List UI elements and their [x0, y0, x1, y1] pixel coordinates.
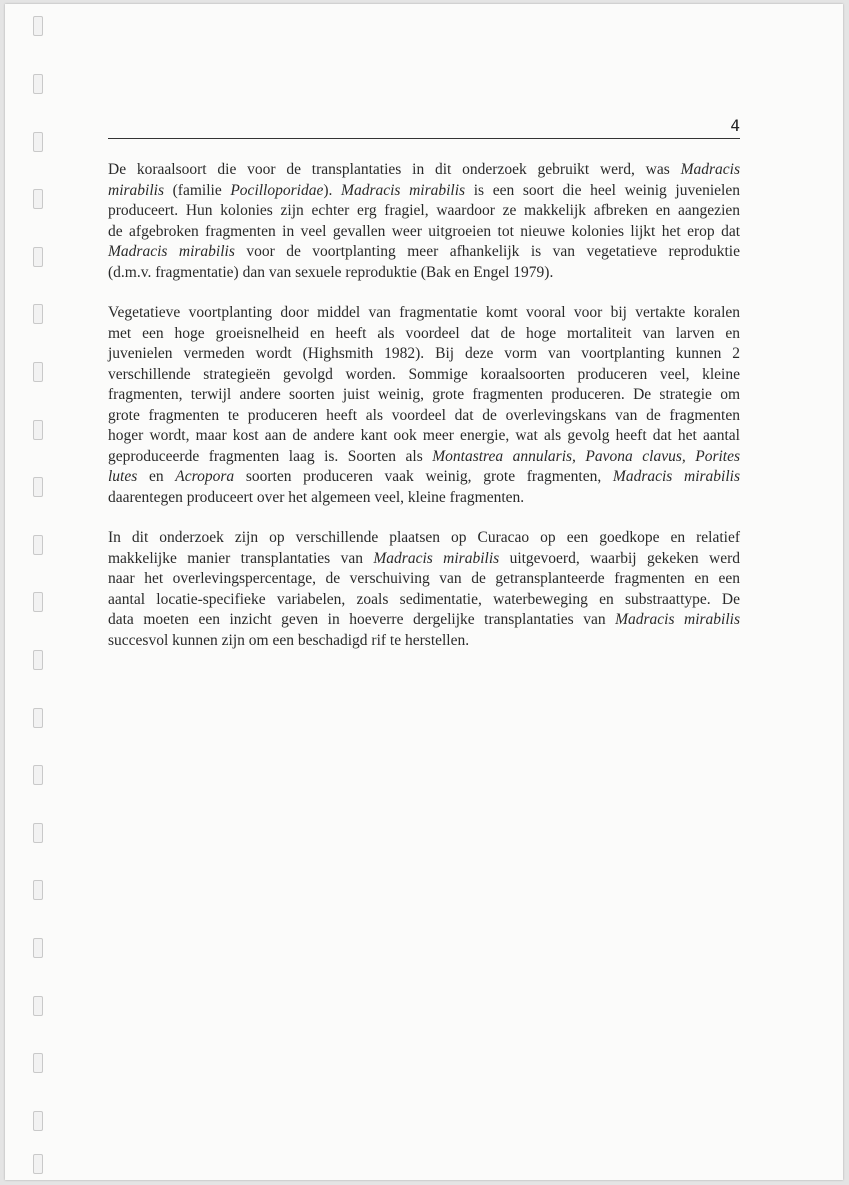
binding-hole	[33, 650, 43, 670]
text-run: Vegetatieve voortplanting door middel van fragmentatie komt vooral voor bij vertakte koralen	[108, 304, 740, 321]
text-run: makkelijke manier transplantaties van	[108, 549, 374, 567]
text-run: data moeten een inzicht geven in hoeverre dergelijke transplantaties van	[108, 611, 616, 628]
text-run: is een soort die heel weinig juvenielen	[465, 181, 740, 199]
binding-hole	[33, 1154, 43, 1174]
text-run: succesvol kunnen zijn om een beschadigd rif te herstellen.	[108, 631, 470, 649]
binding-hole	[33, 996, 43, 1016]
text-run: grote fragmenten te produceren heeft als voordeel dat de overlevingskans van de fragmenten	[108, 406, 740, 424]
body-text	[108, 160, 740, 671]
text-run: aantal locatie-specifieke variabelen, zoals sedimentatie, waterbeweging en substraattype. De	[108, 590, 740, 608]
binding-hole	[33, 765, 43, 785]
text-line	[108, 365, 740, 386]
paragraph	[108, 528, 740, 651]
binding-hole	[33, 823, 43, 843]
binding-hole	[33, 16, 43, 36]
text-run: hoger wordt, maar kost aan de andere kant ook meer energie, wat als gevolg heeft dat het aantal	[108, 427, 740, 444]
text-run: (d.m.v. fragmentatie) dan van sexuele reproduktie (Bak en Engel 1979).	[108, 263, 554, 281]
binding-hole	[33, 938, 43, 958]
binding-hole	[33, 880, 43, 900]
binding-hole	[33, 362, 43, 382]
binding-hole	[33, 477, 43, 497]
italic-text: Madracis mirabilis	[373, 549, 500, 567]
text-line	[108, 344, 740, 365]
binding-hole	[33, 247, 43, 267]
text-run: naar het overlevingspercentage, de verschuiving van de getransplanteerde fragmenten en een	[108, 570, 740, 587]
text-line	[108, 222, 740, 243]
text-run: juvenielen vermeden wordt (Highsmith 1982). Bij deze vorm van voortplanting kunnen 2	[108, 345, 740, 362]
binding-hole	[33, 535, 43, 555]
text-line	[108, 406, 740, 427]
text-line	[108, 631, 740, 652]
text-run: daarentegen produceert over het algemeen veel, kleine fragmenten.	[108, 488, 525, 506]
italic-text: mirabilis	[108, 181, 164, 199]
text-line	[108, 528, 740, 549]
italic-text: Pocilloporidae	[230, 181, 324, 199]
text-run: de afgebroken fragmenten in veel gevallen weer uitgroeien tot nieuwe kolonies lijkt het erop dat	[108, 222, 740, 240]
text-line	[108, 488, 740, 509]
binding-hole	[33, 592, 43, 612]
italic-text: Acropora	[175, 468, 235, 485]
text-line	[108, 181, 740, 202]
italic-text: Madracis mirabilis	[108, 243, 235, 260]
italic-text: lutes	[108, 468, 138, 485]
binding-hole	[33, 420, 43, 440]
text-run: soorten produceren vaak weinig, grote fragmenten,	[234, 468, 613, 485]
text-line	[108, 242, 740, 263]
text-run: geproduceerde fragmenten laag is. Soorten als	[108, 447, 433, 465]
text-line	[108, 590, 740, 611]
text-run: fragmenten, terwijl andere soorten juist weinig, grote fragmenten produceren. De strategie om	[108, 386, 740, 403]
header-rule	[108, 138, 740, 139]
italic-text: Madracis mirabilis	[612, 468, 740, 485]
paragraph	[108, 160, 740, 283]
text-line	[108, 201, 740, 222]
binding-hole	[33, 132, 43, 152]
text-line	[108, 303, 740, 324]
binding-hole	[33, 304, 43, 324]
italic-text: Montastrea annularis, Pavona clavus, Porites	[432, 447, 740, 465]
page-number: 4	[730, 116, 740, 135]
text-run: ).	[323, 181, 342, 199]
binding-hole	[33, 1053, 43, 1073]
italic-text: Madracis	[680, 161, 740, 178]
text-line	[108, 263, 740, 284]
italic-text: Madracis mirabilis	[341, 181, 466, 199]
text-line	[108, 549, 740, 570]
binding-hole	[33, 1111, 43, 1131]
text-run: verschillende strategieën gevolgd worden. Sommige koraalsoorten produceren veel, kleine	[108, 365, 740, 383]
text-line	[108, 426, 740, 447]
text-line	[108, 160, 740, 181]
text-line	[108, 324, 740, 345]
text-run: produceert. Hun kolonies zijn echter erg fragiel, waardoor ze makkelijk afbreken en aangezien	[108, 202, 740, 219]
text-line	[108, 569, 740, 590]
binding-hole	[33, 189, 43, 209]
text-line	[108, 467, 740, 488]
text-run: uitgevoerd, waarbij gekeken werd	[499, 549, 740, 567]
text-run: In dit onderzoek zijn op verschillende plaatsen op Curacao op een goedkope en relatief	[108, 529, 740, 546]
text-run: (familie	[163, 181, 231, 199]
paragraph	[108, 303, 740, 508]
italic-text: Madracis mirabilis	[615, 611, 740, 628]
text-run: voor de voortplanting meer afhankelijk is van vegetatieve reproduktie	[234, 243, 740, 260]
text-line	[108, 385, 740, 406]
text-line	[108, 610, 740, 631]
binding-hole	[33, 708, 43, 728]
text-run: en	[137, 468, 176, 485]
text-run: De koraalsoort die voor de transplantaties in dit onderzoek gebruikt werd, was	[108, 161, 681, 178]
text-line	[108, 447, 740, 468]
text-run: met een hoge groeisnelheid en heeft als voordeel dat de hoge mortaliteit van larven en	[108, 324, 740, 342]
binding-hole	[33, 74, 43, 94]
